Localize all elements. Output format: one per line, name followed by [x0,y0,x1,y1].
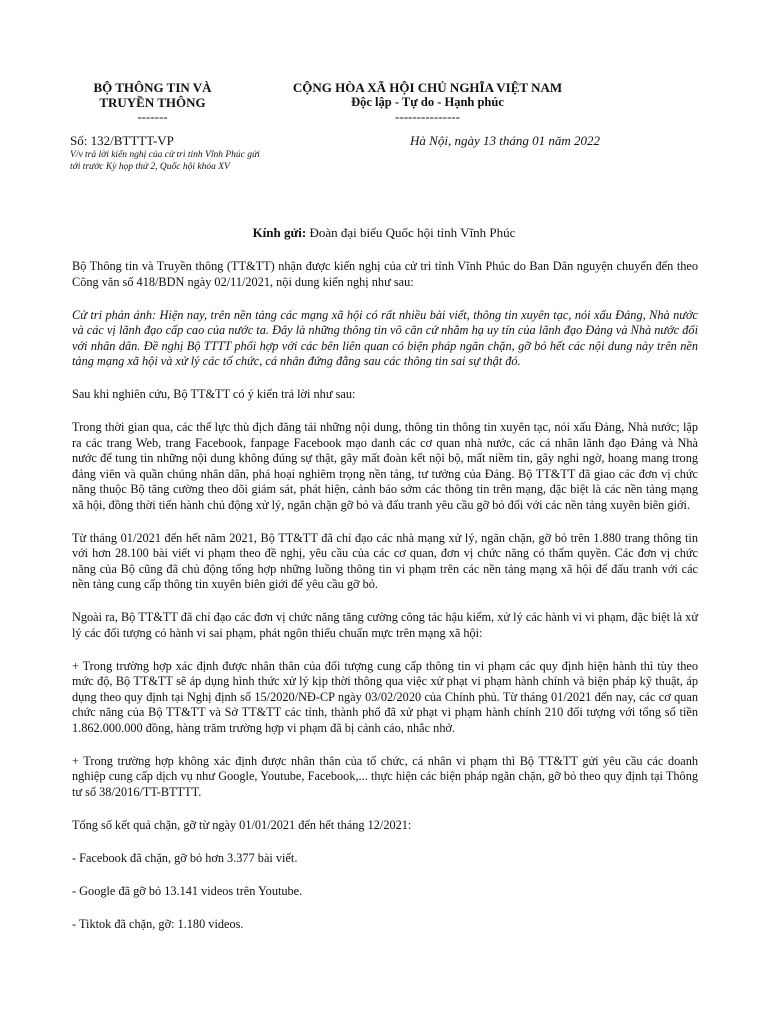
nation-title: CỘNG HÒA XÃ HỘI CHỦ NGHĨA VIỆT NAM [292,80,563,95]
paragraph: + Trong trường hợp không xác định được nhân thân của tổ chức, cá nhân vi phạm thì Bộ TT&TT gửi yêu cầu các doanh nghiệp cung cấp dịch vụ như Google, Youtube, Facebook,... thực hiện các biện pháp ngăn chặn, gỡ bỏ theo quy định tại Thông tư số 38/2016/TT-BTTTT. [72,753,698,799]
list-item-facebook: - Facebook đã chặn, gỡ bỏ hơn 3.377 bài viết. [72,850,298,865]
letter-body [72,259,698,950]
list-item-google: - Google đã gỡ bỏ 13.141 videos trên Youtube. [72,883,303,898]
paragraph-intro: Bộ Thông tin và Truyền thông (TT&TT) nhận được kiến nghị của cử tri tỉnh Vĩnh Phúc do Ban Dân nguyện chuyển đến theo Công văn số 418/BDN ngày 02/11/2021, nội dung kiến nghị như sau: [72,259,698,289]
ministry-separator: ------- [137,109,168,124]
paragraph: Ngoài ra, Bộ TT&TT đã chỉ đạo các đơn vị chức năng tăng cường công tác hậu kiểm, xử lý các hành vi vi phạm, đặc biệt là xử lý các đối tượng có hành vi sai phạm, phát ngôn thiếu chuẩn mực trên mạng xã hội: [72,610,698,640]
paragraph-response-intro: Sau khi nghiên cứu, Bộ TT&TT có ý kiến trả lời như sau: [72,387,356,401]
paragraph: Trong thời gian qua, các thế lực thù địch đăng tải những nội dung, thông tin thông tin xuyên tạc, nói xấu Đảng, Nhà nước; lập ra các trang Web, trang Facebook, fanpage Facebook mạo danh các cơ quan nhà nước, các cá nhân lãnh đạo Đảng và Nhà nước để tung tin những nội dung không đúng sự thật, gây mất đoàn kết nội bộ, mất niềm tin, gây nghi ngờ, hoang mang trong đảng viên và quần chúng nhân dân, phá hoại nghiêm trọng nền tảng, tư tưởng của Đảng. Bộ TT&TT đã giao các đơn vị chức năng thuộc Bộ tăng cường theo dõi giám sát, phát hiện, cảnh báo sớm các thông tin trên mạng, đặc biệt là các nền tảng mạng xã hội, đồng thời tiến hành chủ động xử lý, ngăn chặn gỡ bỏ và đấu tranh yêu cầu gỡ bỏ đối với các nền tảng xuyên biên giới. [72,420,698,512]
paragraph: Từ tháng 01/2021 đến hết năm 2021, Bộ TT&TT đã chỉ đạo các nhà mạng xử lý, ngăn chặn, gỡ bỏ trên 1.880 trang thông tin với hơn 28.100 bài viết vi phạm theo đề nghị, yêu cầu của các cơ quan, đơn vị chức năng có thẩm quyền. Các đơn vị chức năng của Bộ cũng đã chủ động tổng hợp những luồng thông tin vi phạm trên các nền tảng mạng xã hội để đấu tranh với các nền tảng cung cấp thông tin xuyên biên giới để yêu cầu gỡ bỏ. [72,530,698,591]
paragraph: + Trong trường hợp xác định được nhân thân của đối tượng cung cấp thông tin vi phạm các quy định hiện hành thì tùy theo mức độ, Bộ TT&TT sẽ áp dụng hình thức xử lý kịp thời thông qua việc xử phạt vi phạm hành chính và biện pháp kỹ thuật, áp dụng theo quy định tại Nghị định số 15/2020/NĐ-CP ngày 03/02/2020 của Chính phủ. Từ tháng 01/2021 đến nay, các cơ quan chức năng của Bộ TT&TT và Sở TT&TT các tỉnh, thành phố đã xử phạt vi phạm hành chính 210 đối tượng với tổng số tiền 1.862.000.000 đồng, hàng trăm trường hợp vi phạm đã bị cảnh cáo, nhắc nhở. [72,658,698,735]
list-item-tiktok: - Tiktok đã chặn, gỡ: 1.180 videos. [72,916,244,931]
motto-separator: --------------- [395,109,460,124]
ministry-name-line2: TRUYỀN THÔNG [99,95,206,110]
recipient-line [0,225,768,240]
paragraph-voter-petition: Cử tri phản ánh: Hiện nay, trên nền tảng các mạng xã hội có rất nhiều bài viết, thông tin xuyên tạc, nói xấu Đảng, Nhà nước và các vị lãnh đạo cấp cao của nước ta. Đây là những thông tin vô căn cứ nhằm hạ uy tín của lãnh đạo Đảng và Nhà nước đối với nhân dân. Đề nghị Bộ TTTT phối hợp với các bên liên quan có biện pháp ngăn chặn, gỡ bỏ hết các nội dung này trên nền tảng mạng xã hội và xử lý các tổ chức, cá nhân đứng đằng sau các thông tin sai sự thật đó. [72,307,698,368]
place-and-date: Hà Nội, ngày 13 tháng 01 năm 2022 [410,133,600,148]
document-number: Số: 132/BTTTT-VP [70,133,174,148]
nation-header [270,80,585,123]
document-subject: V/v trả lời kiến nghị của cử tri tỉnh Vĩnh Phúc gửi tới trước Kỳ họp thứ 2, Quốc hội khóa XV [70,150,260,172]
recipient-label: Kính gửi: [252,225,307,240]
nation-motto: Độc lập - Tự do - Hạnh phúc [351,95,504,109]
recipient-name: Đoàn đại biểu Quốc hội tỉnh Vĩnh Phúc [306,225,516,240]
ministry-header [70,80,235,123]
paragraph-results-summary: Tổng số kết quả chặn, gỡ từ ngày 01/01/2021 đến hết tháng 12/2021: [72,817,412,832]
ministry-name-line1: BỘ THÔNG TIN VÀ [93,80,212,95]
